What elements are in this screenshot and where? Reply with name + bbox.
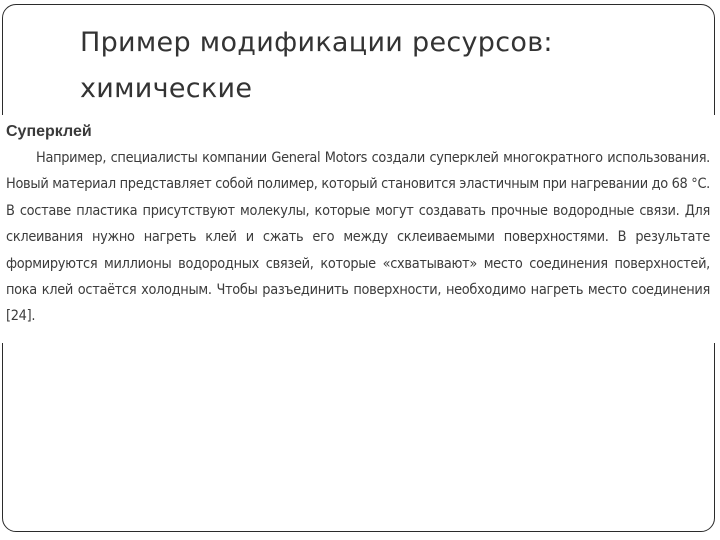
excerpt-paragraph: Например, специалисты компании General Motors создали суперклей многократного использования. Новый материал представляет собой полимер, который становится эластичным при нагревании до 68 °С. В составе пластика присутствуют молекулы, которые могут создавать прочные водородные связи. Для склеивания нужно нагреть клей и сжать его между склеиваемыми поверхностями. В результате формируются миллионы водородных связей, которые «схватывают» место соединения поверхностей, пока клей остаётся холодным. Чтобы разъединить поверхности, необходимо нагреть место соединения [24]. (6, 150, 710, 325)
slide-title: Пример модификации ресурсов: химические (80, 27, 553, 104)
excerpt-heading: Суперклей (6, 123, 92, 140)
scanned-excerpt (0, 115, 720, 343)
